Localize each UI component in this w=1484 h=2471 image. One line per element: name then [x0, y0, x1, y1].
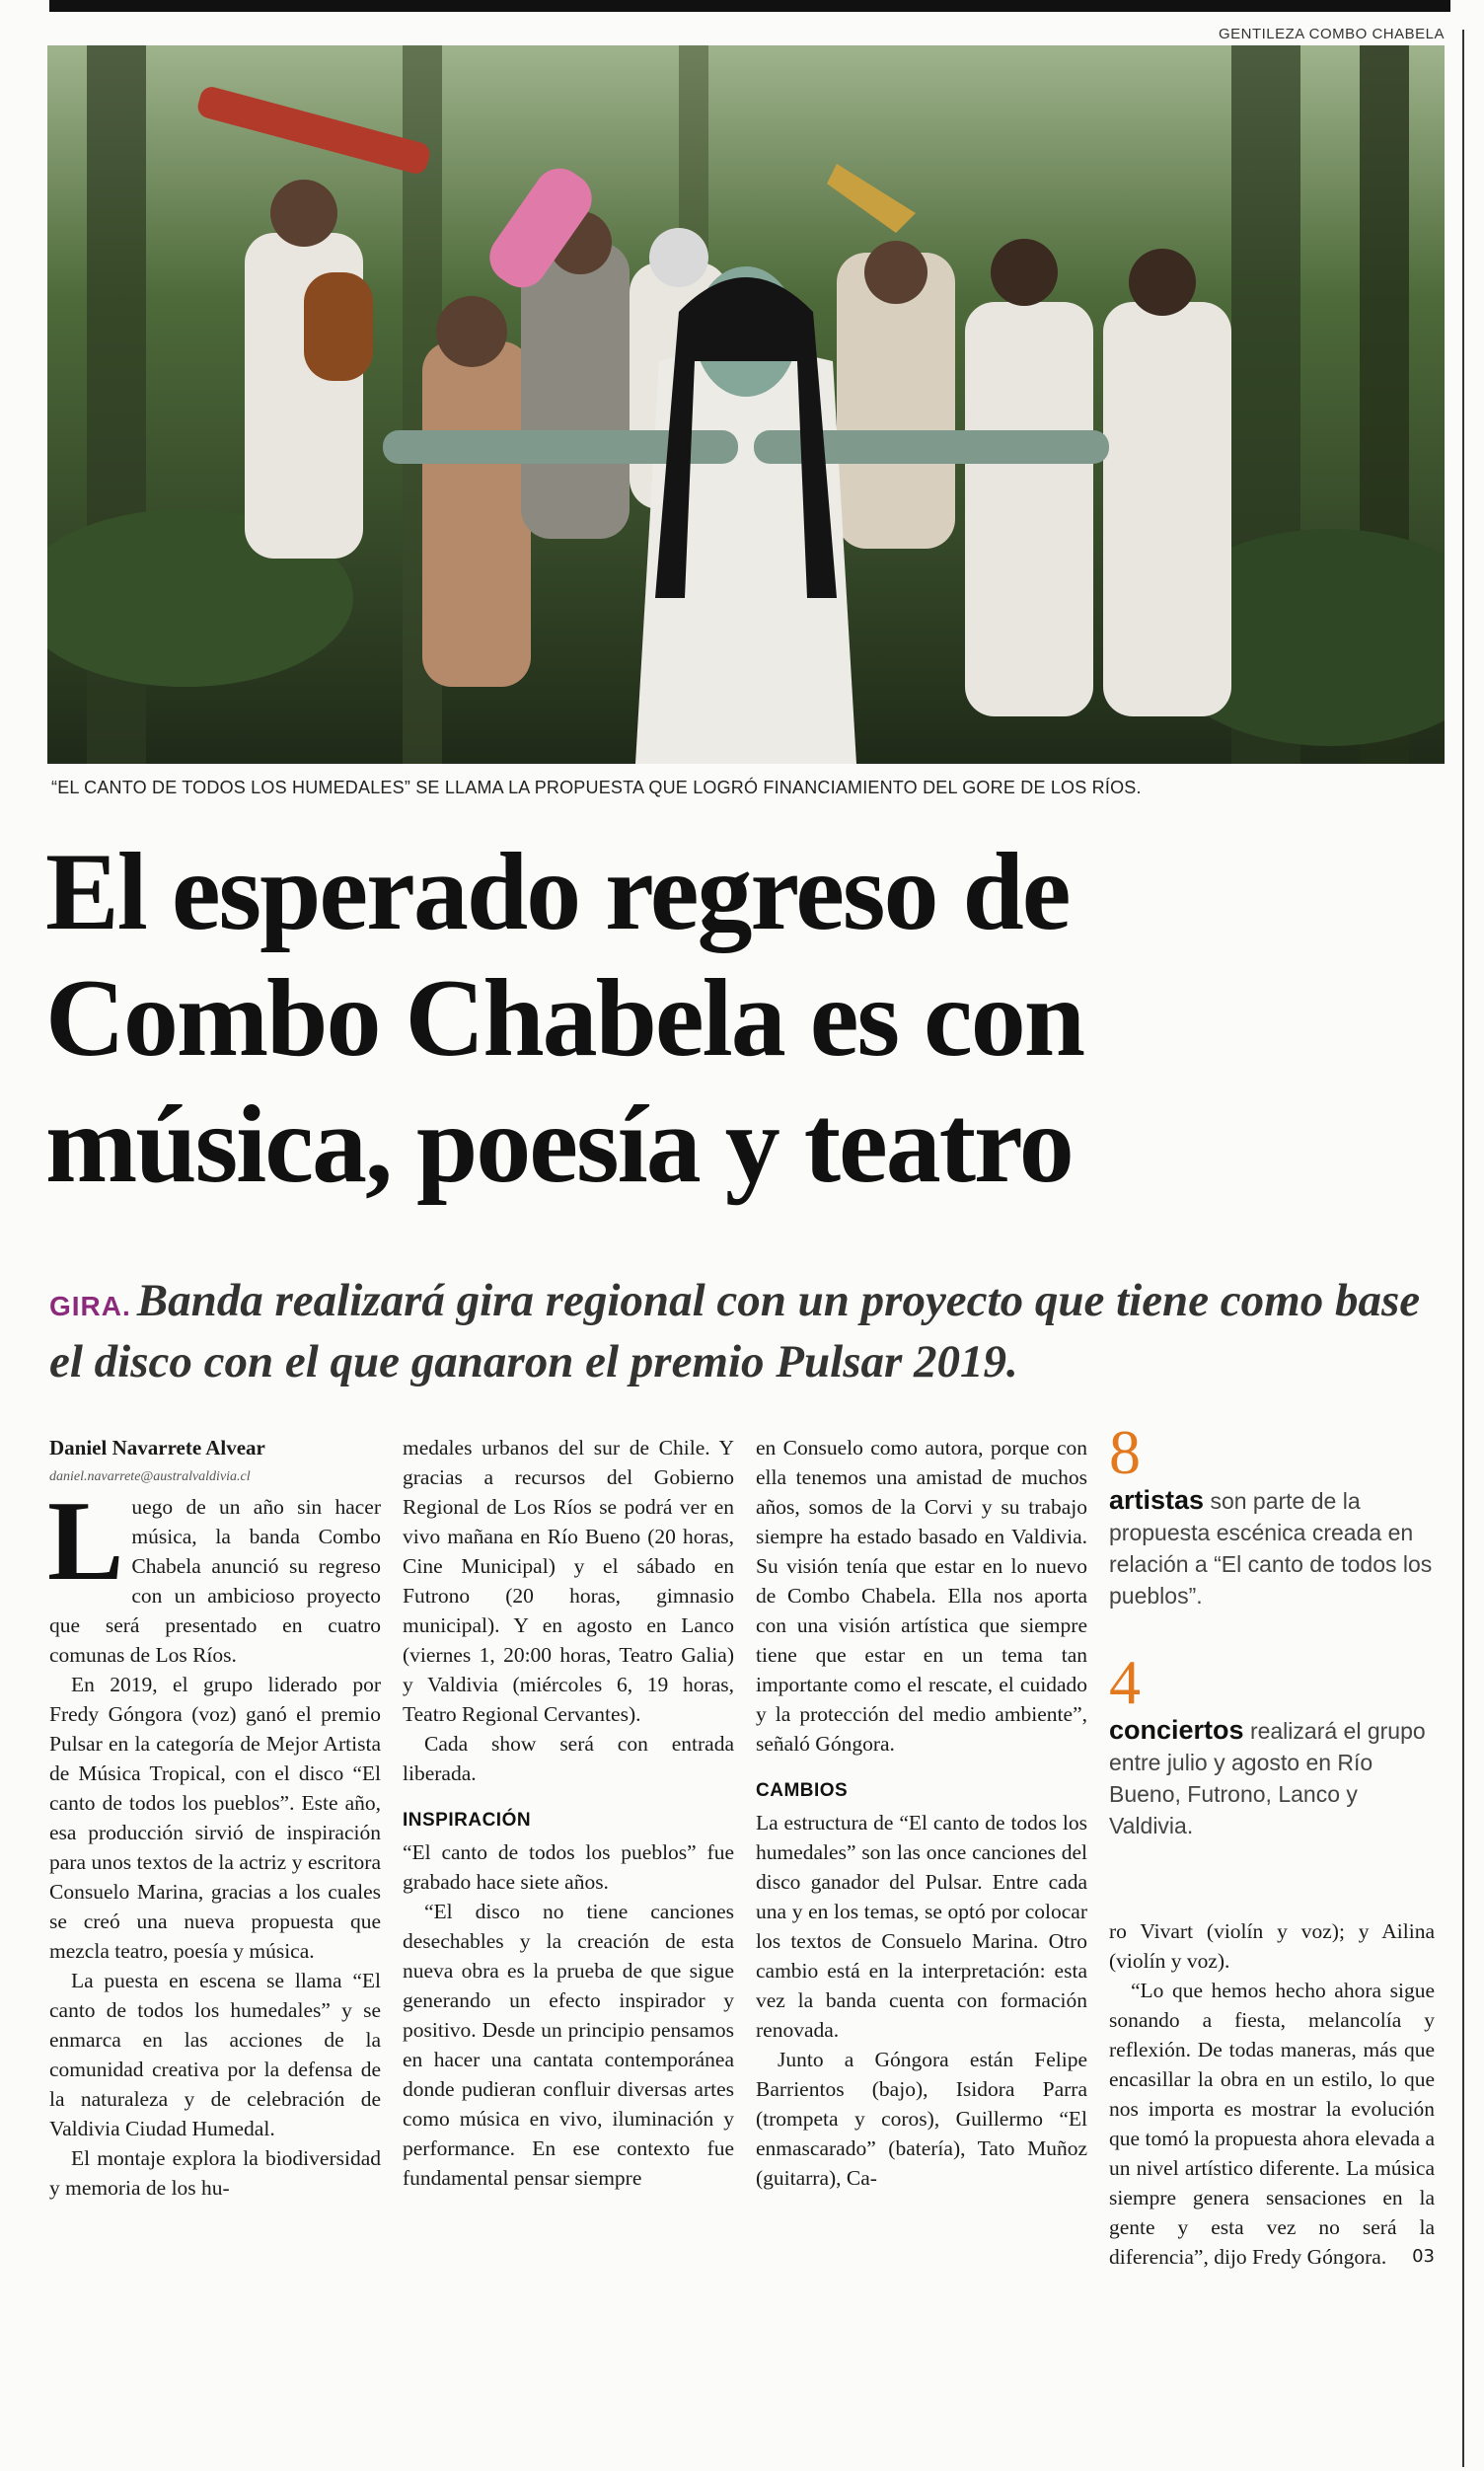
author-name: Daniel Navarrete Alvear [49, 1436, 265, 1460]
fact-keyword: artistas [1109, 1485, 1205, 1515]
paragraph: La estructura de “El canto de todos los humedales” son las once canciones del disco ganador del Pulsar. Entre cada una y en los temas, se optó por colocar los textos de Consuelo Marina. Otro cambio está en la interpretación: esta vez la banda cuenta con formación renovada. [756, 1811, 1087, 2042]
paragraph: Junto a Góngora están Felipe Barrientos (bajo), Isidora Parra (trompeta y coros), Guillermo “El enmascarado” (batería), Tato Muñoz (guitarra), Ca- [756, 2048, 1087, 2190]
article-column-1 [49, 1433, 381, 2203]
lead-paragraph: Luego de un año sin hacer música, la banda Combo Chabela anunció su regreso con un ambicioso proyecto que será presentado en cuatro comunas de Los Ríos. [47, 1478, 381, 1667]
author-email: daniel.navarrete@australvaldivia.cl [49, 1469, 251, 1484]
top-rule [49, 0, 1450, 12]
paragraph: La puesta en escena se llama “El canto de todos los humedales” y se enmarca en las acciones de la comunidad creativa por la defensa de la naturaleza y de celebración de Valdivia Ciudad Humedal. [49, 1969, 381, 2140]
subheadline [49, 1273, 1431, 1389]
paragraph: medales urbanos del sur de Chile. Y gracias a recursos del Gobierno Regional de Los Ríos se podrá ver en vivo mañana en Río Bueno (20 horas, Cine Municipal) y el sábado en Futrono (20 horas, gimnasio municipal). Y en agosto en Lanco (viernes 1, 20:00 horas, Teatro Galia) y Valdivia (miércoles 6, 19 horas, Teatro Regional Cervantes). [403, 1436, 734, 1726]
paragraph: ro Vivart (violín y voz); y Ailina (violín y voz). [1109, 1919, 1435, 1973]
fact-box-artists [1109, 1417, 1435, 1611]
drop-cap: L [47, 1478, 124, 1605]
article-column-4 [1109, 1417, 1435, 2272]
paragraph: En 2019, el grupo liderado por Fredy Góngora (voz) ganó el premio Pulsar en la categoría de Mejor Artista de Música Tropical, con el disco “El canto de todos los pueblos”. Este año, esa producción sirvió de inspiración para unos textos de la actriz y escritora Consuelo Marina, gracias a los cuales se creó una nueva propuesta que mezcla teatro, poesía y música. [49, 1673, 381, 1963]
band-photo [47, 45, 1445, 764]
photo-credit: GENTILEZA COMBO CHABELA [1218, 26, 1445, 42]
end-mark: 03 [1412, 2246, 1435, 2267]
subheadline-text: Banda realizará gira regional con un proyecto que tiene como base el disco con el que ganaron el premio Pulsar 2019. [49, 1275, 1421, 1387]
fact-keyword: conciertos [1109, 1715, 1244, 1745]
article-column-3 [756, 1433, 1087, 2193]
photo-caption: “EL CANTO DE TODOS LOS HUMEDALES” SE LLAMA LA PROPUESTA QUE LOGRÓ FINANCIAMIENTO DEL GORE DE LOS RÍOS. [51, 778, 1142, 797]
paragraph: Cada show será con entrada liberada. [403, 1732, 734, 1785]
fact-number: 8 [1109, 1417, 1141, 1487]
section-heading-cambios: CAMBIOS [756, 1780, 849, 1801]
fact-box-concerts [1109, 1647, 1435, 1841]
section-heading-inspiracion: INSPIRACIÓN [403, 1810, 532, 1831]
fact-text: son parte de la propuesta escénica creada en relación a “El canto de todos los pueblos”. [1109, 1488, 1433, 1609]
fact-number: 4 [1109, 1647, 1141, 1717]
paragraph: “El disco no tiene canciones desechables y la creación de esta nueva obra es la prueba de que sigue generando un efecto inspirador y positivo. Desde un principio pensamos en hacer una cantata contemporánea donde pudieran confluir diversas artes como música en vivo, iluminación y performance. En ese contexto fue fundamental pensar siempre [403, 1900, 734, 2190]
paragraph: “El canto de todos los pueblos” fue grabado hace siete años. [403, 1840, 734, 1894]
paragraph: El montaje explora la biodiversidad y memoria de los hu- [49, 2146, 381, 2200]
paragraph: en Consuelo como autora, porque con ella tenemos una amistad de muchos años, somos de la Corvi y su trabajo siempre ha estado basado en Valdivia. Su visión tenía que estar en lo nuevo de Combo Chabela. Ella nos aporta con una visión artística que siempre tiene que estar en un tema tan importante como el rescate, el cuidado y la protección del medio ambiente”, señaló Góngora. [756, 1436, 1087, 1756]
fact-text: realizará el grupo entre julio y agosto en Río Bueno, Futrono, Lanco y Valdivia. [1109, 1718, 1426, 1838]
adjacent-article-edge [1462, 30, 1484, 2467]
section-tag: GIRA. [49, 1291, 131, 1321]
article-column-2 [403, 1433, 734, 2193]
paragraph: “Lo que hemos hecho ahora sigue sonando a fiesta, melancolía y reflexión. De todas maneras, más que encasillar la obra en un estilo, lo que nos importa es mostrar la evolución que tomó la propuesta ahora elevada a un nivel artístico diferente. La música siempre genera sensaciones en la gente y esta vez no será la diferencia”, dijo Fredy Góngora. 03 [1109, 1976, 1435, 2272]
headline: El esperado regreso de Combo Chabela es con música, poesía y teatro [45, 831, 1084, 1206]
